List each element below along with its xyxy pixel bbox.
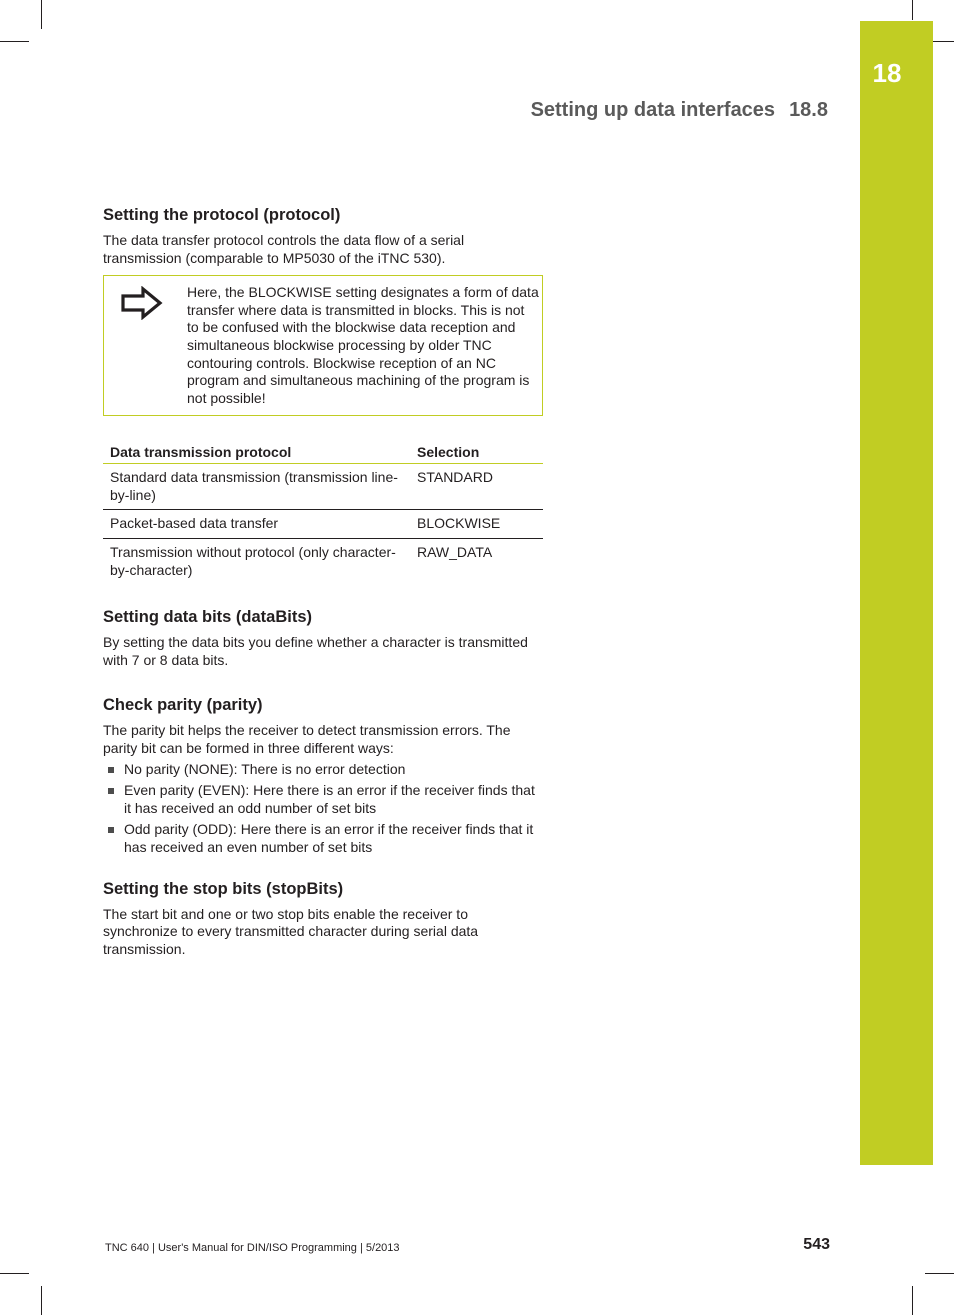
chapter-number: 18 xyxy=(872,58,902,88)
table-header-row xyxy=(103,438,543,464)
databits-text: By setting the data bits you define whether a character is transmitted with 7 or 8 data bits. xyxy=(103,634,528,668)
arrow-right-icon xyxy=(120,286,164,320)
table-cell: BLOCKWISE xyxy=(410,510,543,539)
list-item xyxy=(103,761,543,779)
stopbits-text: The start bit and one or two stop bits enable the receiver to synchronize to every transmitted character during serial data transmission. xyxy=(103,905,479,957)
table-row xyxy=(103,510,543,539)
parity-heading: Check parity (parity) xyxy=(103,696,263,715)
crop-mark xyxy=(912,0,913,20)
databits-heading: Setting data bits (dataBits) xyxy=(103,608,313,627)
table-header-cell: Selection xyxy=(410,438,543,464)
parity-section xyxy=(103,694,543,856)
footer-text: TNC 640 | User's Manual for DIN/ISO Programming | 5/2013 xyxy=(105,1242,400,1254)
parity-text: The parity bit helps the receiver to detect transmission errors. The parity bit can be formed in three different ways: xyxy=(103,722,511,756)
protocol-table xyxy=(103,438,543,584)
list-item-text: Even parity (EVEN): Here there is an error if the receiver finds that it has received an odd number of set bits xyxy=(124,782,535,816)
crop-mark xyxy=(0,1273,29,1274)
square-bullet-icon xyxy=(108,827,114,833)
crop-mark xyxy=(912,1286,913,1315)
running-head-section: 18.8 xyxy=(789,99,828,121)
table-cell: STANDARD xyxy=(410,464,543,510)
crop-mark xyxy=(0,41,29,42)
table-cell: Packet-based data transfer xyxy=(103,510,410,539)
table-cell: RAW_DATA xyxy=(417,543,493,560)
protocol-heading: Setting the protocol (protocol) xyxy=(103,206,341,224)
stopbits-section xyxy=(103,878,543,959)
note-text: Here, the BLOCKWISE setting designates a form of data transfer where data is transmitted in blocks. This is not to be confused with the blockwise data reception and simultaneous blockwise processing by older TNC contouring controls. Blockwise reception of an NC program and simultaneous machining of the program is not possible! xyxy=(187,284,539,406)
table-header-cell: Data transmission protocol xyxy=(103,438,410,464)
table-cell: Standard data transmission (transmission line-by-line) xyxy=(103,464,410,510)
list-item xyxy=(103,821,543,856)
list-item-text: No parity (NONE): There is no error detection xyxy=(124,760,406,777)
page-content xyxy=(103,204,543,958)
running-head xyxy=(531,99,828,122)
page-number: 543 xyxy=(803,1236,830,1253)
list-item-text: Odd parity (ODD): Here there is an error if the receiver finds that it has received an even number of set bits xyxy=(124,821,534,855)
table-row xyxy=(103,464,543,510)
list-item xyxy=(103,782,543,817)
crop-mark xyxy=(925,1273,954,1274)
parity-list xyxy=(103,761,543,857)
chapter-tab xyxy=(860,21,933,1165)
square-bullet-icon xyxy=(108,788,114,794)
crop-mark xyxy=(41,1286,42,1315)
crop-mark xyxy=(41,0,42,29)
table-cell: Transmission without protocol (only character-by-character) xyxy=(110,543,396,578)
table-row xyxy=(103,538,543,584)
running-head-title: Setting up data interfaces xyxy=(530,99,776,121)
stopbits-heading: Setting the stop bits (stopBits) xyxy=(103,879,344,898)
databits-section xyxy=(103,606,543,669)
note-box xyxy=(103,275,543,416)
protocol-intro: The data transfer protocol controls the data flow of a serial transmission (comparable to MP5030 of the iTNC 530). xyxy=(103,232,465,266)
square-bullet-icon xyxy=(108,767,114,773)
